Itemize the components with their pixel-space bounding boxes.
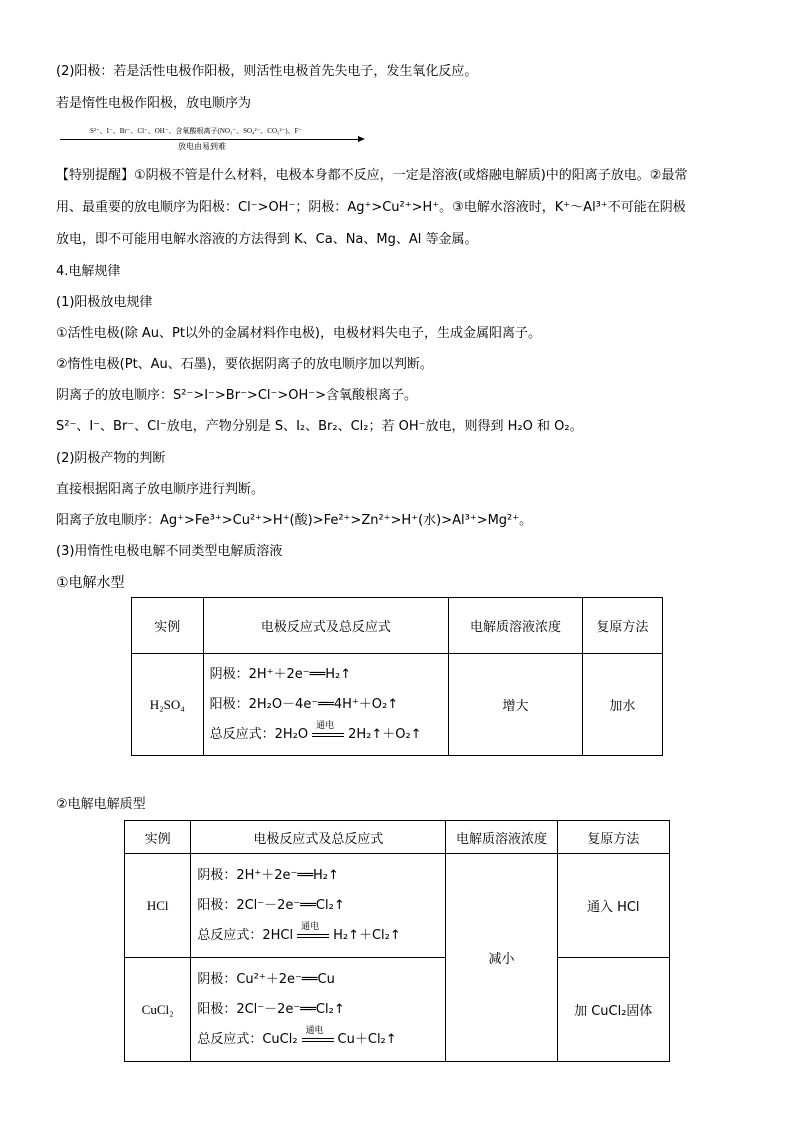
type-electrolyte-heading: ②电解电解质型 [56, 797, 146, 812]
anode-equation: 阳极：2Cl⁻－2e⁻══Cl₂↑ [197, 897, 345, 913]
header-restore: 复原方法 [582, 598, 662, 654]
concentration-cell: 增大 [449, 654, 583, 756]
header-equation: 电极反应式及总反应式 [203, 598, 449, 654]
cathode-equation: 阴极：Cu²⁺＋2e⁻══Cu [197, 971, 335, 987]
subsection-heading-3: (3)用惰性电极电解不同类型电解质溶液 [56, 544, 283, 559]
special-note-line-3: 放电，即不可能用电解水溶液的方法得到 K、Ca、Na、Mg、Al 等金属。 [56, 232, 478, 247]
example-cell: H₂SO₄ [132, 654, 204, 756]
anion-products: S²⁻、I⁻、Br⁻、Cl⁻放电，产物分别是 S、I₂、Br₂、Cl₂；若 OH⁻放电，则得到 H₂O 和 O₂。 [56, 419, 583, 434]
table-row [132, 654, 663, 756]
table-row [125, 854, 670, 958]
arrow-top-label: S²⁻、I⁻、Br⁻、Cl⁻、OH⁻、含氧酸根离子(NO₃⁻、SO₄²⁻、CO₃²⁻)、F⁻ [90, 127, 303, 135]
cathode-equation: 阴极：2H⁺＋2e⁻══H₂↑ [197, 867, 339, 883]
subsection-heading-1: (1)阳极放电规律 [56, 295, 153, 310]
restore-cell: 加水 [582, 654, 662, 756]
electrolysis-arrow: 通电 [297, 928, 329, 942]
table-row [125, 958, 670, 1062]
example-cell: CuCl₂ [125, 958, 191, 1062]
concentration-cell: 减小 [446, 854, 557, 1062]
electrolysis-arrow: 通电 [312, 727, 344, 741]
header-example: 实例 [125, 821, 191, 854]
overall-equation: 总反应式：2H₂O 通电 2H₂↑＋O₂↑ [209, 721, 422, 742]
rule-inert-electrode: ②惰性电极(Pt、Au、石墨)，要依据阴离子的放电顺序加以判断。 [56, 357, 433, 372]
header-equation: 电极反应式及总反应式 [191, 821, 446, 854]
electrolysis-electrolyte-table [124, 820, 670, 1062]
anion-order: 阴离子的放电顺序：S²⁻>I⁻>Br⁻>Cl⁻>OH⁻>含氧酸根离子。 [56, 388, 418, 403]
overall-equation: 总反应式：CuCl₂ 通电 Cu＋Cl₂↑ [197, 1026, 397, 1047]
example-cell: HCl [125, 854, 191, 958]
special-note-line-2: 用、最重要的放电顺序为阳极：Cl⁻>OH⁻；阴极：Ag⁺>Cu²⁺>H⁺。③电解水溶液时，K⁺～Al³⁺不可能在阴极 [56, 200, 686, 215]
special-note-line-1: 【特别提醒】①阴极不管是什么材料，电极本身都不反应，一定是溶液(或熔融电解质)中的阳离子放电。②最常 [56, 168, 688, 183]
restore-cell: 加 CuCl₂固体 [557, 958, 670, 1062]
cathode-equation: 阴极：2H⁺＋2e⁻══H₂↑ [209, 666, 352, 682]
anode-equation: 阳极：2H₂O－4e⁻══4H⁺＋O₂↑ [209, 696, 399, 712]
anode-inert-text: 若是惰性电极作阳极，放电顺序为 [56, 96, 252, 111]
header-concentration: 电解质溶液浓度 [449, 598, 583, 654]
anode-active-text: (2)阳极：若是活性电极作阳极，则活性电极首先失电子，发生氧化反应。 [56, 64, 478, 79]
header-concentration: 电解质溶液浓度 [446, 821, 557, 854]
equation-cell [191, 958, 446, 1062]
arrow-line [60, 139, 360, 140]
arrow-bottom-label: 放电由易到难 [178, 142, 226, 151]
section-heading: 4.电解规律 [56, 264, 121, 279]
electrolysis-arrow: 通电 [302, 1032, 334, 1046]
discharge-order-arrow [60, 127, 365, 155]
header-restore: 复原方法 [557, 821, 670, 854]
overall-equation: 总反应式：2HCl 通电 H₂↑＋Cl₂↑ [197, 922, 401, 943]
restore-cell: 通入 HCl [557, 854, 670, 958]
header-example: 实例 [132, 598, 204, 654]
equation-cell [191, 854, 446, 958]
electrolysis-water-table [131, 597, 663, 756]
type-water-heading: ①电解水型 [56, 575, 125, 591]
arrow-head-icon [358, 136, 365, 142]
anode-equation: 阳极：2Cl⁻－2e⁻══Cl₂↑ [197, 1001, 345, 1017]
subsection-heading-2: (2)阴极产物的判断 [56, 451, 166, 466]
cathode-rule: 直接根据阳离子放电顺序进行判断。 [56, 482, 265, 497]
cation-order: 阳离子放电顺序：Ag⁺>Fe³⁺>Cu²⁺>H⁺(酸)>Fe²⁺>Zn²⁺>H⁺(水)>Al³⁺>Mg²⁺。 [56, 513, 533, 528]
equation-cell [203, 654, 449, 756]
rule-active-electrode: ①活性电极(除 Au、Pt以外的金属材料作电极)，电极材料失电子，生成金属阳离子。 [56, 326, 541, 341]
